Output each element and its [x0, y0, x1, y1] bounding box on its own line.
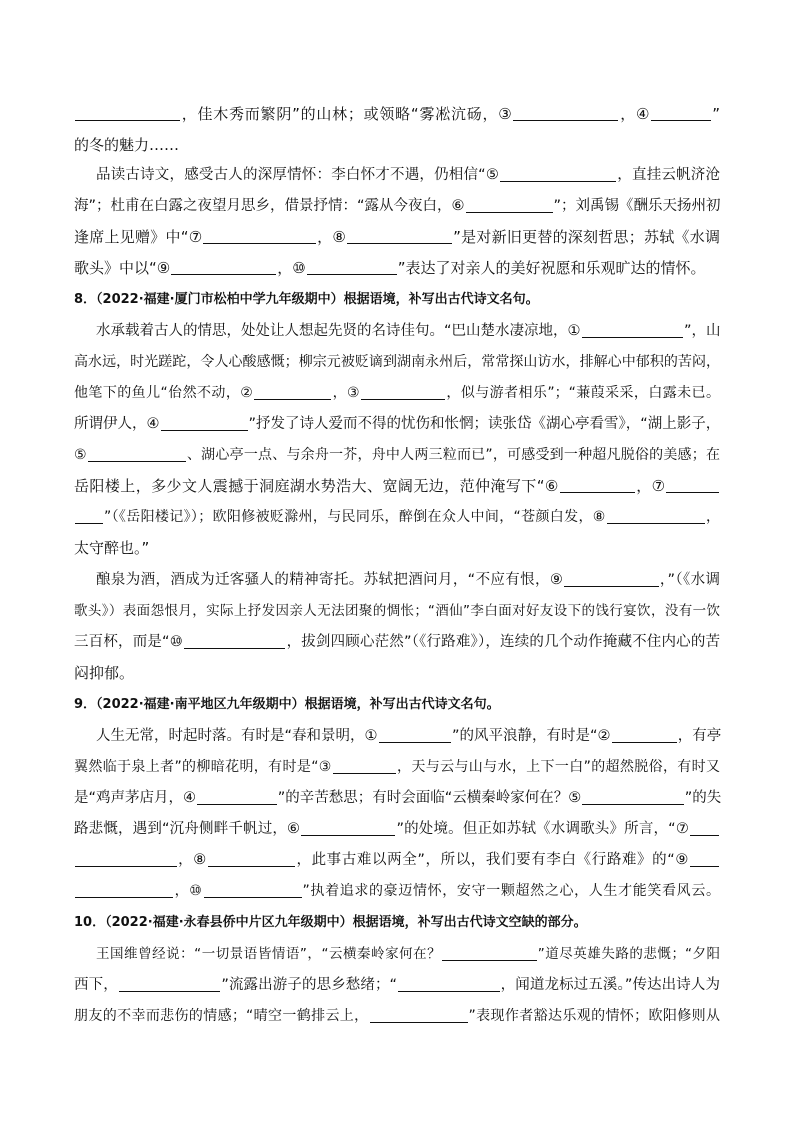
text-line-3 — [96, 164, 720, 186]
line-text: ，⑩ — [174, 883, 203, 899]
line-text: ”，山 — [684, 323, 721, 339]
answer-blank[interactable] — [204, 880, 302, 898]
line-text: ，天与云与山与水，上下一白”的超然脱俗，有时又 — [396, 759, 720, 775]
line-text: ，拔剑四顾心茫然”（《行路难》），连续的几个动作掩藏不住内心的苦 — [286, 634, 720, 650]
question-10-heading — [74, 912, 720, 934]
line-text: 西下， — [74, 977, 118, 993]
line-text: 王国维曾经说：“一切景语皆情语”，“云横秦岭家何在？ — [96, 946, 442, 962]
line-text: ，⑧ — [316, 228, 347, 246]
text-line-25 — [74, 849, 720, 871]
text-line-11 — [74, 413, 720, 435]
line-text: ，佳木秀而繁阴”的山林；或领略“雾凇沆砀，③ — [181, 105, 513, 123]
answer-blank[interactable] — [666, 475, 719, 493]
line-text: 是“鸡声茅店月，④ — [74, 790, 197, 806]
line-text: 的冬的魅力…… — [74, 136, 180, 154]
answer-blank[interactable] — [184, 631, 286, 649]
line-text: 太守醉也。” — [74, 539, 150, 557]
text-line-16 — [96, 569, 720, 591]
line-text: ，闻道龙标过五溪。”传达出诗人为 — [500, 977, 721, 993]
line-text: ，此事古难以两全”，所以，我们要有李白《行路难》的“⑨ — [295, 852, 689, 868]
line-text: ，直挂云帆济沧 — [617, 167, 721, 183]
answer-blank[interactable] — [466, 195, 553, 213]
answer-blank[interactable] — [333, 756, 396, 774]
line-text: ”的辛苦愁思；有时会面临“云横秦岭家何在？⑤ — [277, 790, 582, 806]
line-text: ⑤ — [74, 447, 87, 463]
answer-blank[interactable] — [513, 103, 618, 121]
line-text: 翼然临于泉上者”的柳暗花明，有时是“③ — [74, 759, 332, 775]
text-line-26 — [74, 880, 720, 902]
line-text: ，似与游者相乐”；“蒹葭采采，白露未已。 — [446, 385, 720, 401]
answer-blank[interactable] — [651, 103, 711, 121]
answer-blank[interactable] — [75, 506, 103, 524]
text-line-13 — [74, 475, 720, 497]
line-text: 海”；杜甫在白露之夜望月思乡，借景抒情：“露从今夜白，⑥ — [74, 198, 465, 214]
text-line-30 — [74, 1005, 720, 1027]
answer-blank[interactable] — [88, 444, 186, 462]
line-text: 路悲慨，遇到“沉舟侧畔千帆过，⑥ — [74, 821, 301, 837]
answer-blank[interactable] — [560, 475, 635, 493]
text-line-24 — [74, 818, 720, 840]
text-line-15 — [74, 537, 720, 559]
text-line-4 — [74, 195, 720, 217]
line-text: ，⑧ — [177, 852, 207, 868]
answer-blank[interactable] — [442, 943, 537, 961]
line-text: ”抒发了诗人爱而不得的忧伤和怅惘；读张岱《湖心亭看雪》，“湖上影子， — [248, 416, 721, 432]
line-text: ”的失 — [684, 790, 722, 806]
answer-blank[interactable] — [564, 569, 658, 587]
text-line-29 — [74, 974, 720, 996]
text-line-5 — [74, 226, 720, 248]
line-text: ”（《岳阳楼记》）；欧阳修被贬滁州，与民同乐，醉倒在众人中间，“苍颜白发，⑧ — [104, 509, 606, 525]
answer-blank[interactable] — [582, 320, 684, 338]
line-text: ，③ — [332, 385, 360, 401]
line-text: 所谓伊人，④ — [74, 416, 160, 432]
answer-blank[interactable] — [500, 164, 616, 182]
line-text: ”的风平浪静，有时是“② — [452, 728, 611, 744]
line-text: ，”（《水调 — [659, 572, 720, 588]
line-text: ，⑩ — [277, 259, 306, 277]
answer-blank[interactable] — [307, 257, 397, 275]
text-line-2 — [74, 134, 720, 156]
line-text: 岳阳楼上，多少文人震撼于洞庭湖水势浩大、宽阔无边，范仲淹写下“⑥ — [74, 477, 559, 495]
text-line-8 — [96, 320, 720, 342]
answer-blank[interactable] — [161, 413, 248, 431]
line-text: 水承载着古人的情思，处处让人想起先贤的名诗佳句。“巴山楚水凄凉地，① — [96, 323, 581, 339]
answer-blank[interactable] — [690, 849, 719, 867]
line-text: 酿泉为酒，酒成为迁客骚人的精神寄托。苏轼把酒问月，“不应有恨，⑨ — [96, 572, 564, 588]
line-text: ”是对新旧更替的深刻哲思；苏轼《水调 — [453, 228, 720, 246]
line-text: 品读古诗文，感受古人的深厚情怀：李白怀才不遇，仍相信“⑤ — [96, 167, 500, 183]
answer-blank[interactable] — [75, 880, 173, 898]
answer-blank[interactable] — [203, 226, 316, 244]
text-line-23 — [74, 787, 720, 809]
line-text: 人生无常，时起时落。有时是“春和景明，① — [96, 728, 378, 744]
text-line-19 — [74, 662, 720, 684]
line-text: 逢席上见赠》中“⑦ — [74, 228, 203, 246]
answer-blank[interactable] — [690, 818, 719, 836]
question-8-heading — [74, 289, 720, 311]
line-text: ”道尽英雄失路的悲慨；“夕阳 — [537, 946, 720, 962]
text-line-14 — [74, 506, 720, 528]
answer-blank[interactable] — [398, 974, 500, 992]
text-line-9 — [74, 351, 720, 373]
line-text: 闷抑郁。 — [74, 664, 135, 682]
line-text: ”；刘禹锡《酬乐天扬州初 — [553, 198, 721, 214]
line-text: ，有亭 — [677, 728, 722, 744]
answer-blank[interactable] — [75, 849, 177, 867]
text-line-21 — [96, 725, 720, 747]
answer-blank[interactable] — [607, 506, 705, 524]
line-text: 、湖心亭一点、与余舟一芥，舟中人两三粒而已”，可感受到一种超凡脱俗的美感；在 — [186, 447, 720, 463]
text-line-17 — [74, 600, 720, 622]
answer-blank[interactable] — [197, 787, 277, 805]
line-text: 8．（2022·福建·厦门市松柏中学九年级期中）根据语境，补写出古代诗文名句。 — [74, 292, 539, 307]
text-line-12 — [74, 444, 720, 466]
answer-blank[interactable] — [75, 103, 180, 121]
answer-blank[interactable] — [370, 1005, 468, 1023]
question-9-heading — [74, 694, 720, 716]
line-text: 高水远，时光蹉跎，令人心酸感慨；柳宗元被贬谪到湖南永州后，常常探山访水，排解心中郁积的苦闷， — [74, 354, 720, 370]
line-text: ，⑦ — [635, 477, 666, 495]
text-line-22 — [74, 756, 720, 778]
line-text: ，④ — [619, 105, 651, 123]
line-text: 9．（2022·福建·南平地区九年级期中）根据语境，补写出古代诗文名句。 — [74, 697, 500, 712]
line-text: ”的处境。但正如苏轼《水调歌头》所言，“⑦ — [396, 821, 689, 837]
line-text: 歌头》）表面怨恨月，实际上抒发因亲人无法团聚的惆怅；“酒仙”李白面对好友设下的饯行宴饮，没有一饮 — [74, 603, 720, 619]
line-text: 10．（2022·福建·永春县侨中片区九年级期中）根据语境，补写出古代诗文空缺的部分。 — [74, 915, 587, 930]
line-text: ”表达了对亲人的美好祝愿和乐观旷达的情怀。 — [397, 259, 706, 277]
text-line-10 — [74, 382, 720, 404]
answer-blank[interactable] — [612, 725, 677, 743]
line-text: ”执着追求的豪迈情怀，安守一颗超然之心，人生才能笑看风云。 — [302, 883, 720, 899]
text-line-28 — [96, 943, 720, 965]
line-text: ”流露出游子的思乡愁绪；“ — [221, 977, 398, 993]
text-line-6 — [74, 257, 720, 279]
answer-blank[interactable] — [361, 382, 445, 400]
text-line-1 — [74, 103, 720, 125]
line-text: ”表现作者豁达乐观的情怀；欧阳修则从 — [468, 1008, 720, 1024]
answer-blank[interactable] — [171, 257, 276, 275]
text-line-18 — [74, 631, 720, 653]
answer-blank[interactable] — [119, 974, 221, 992]
answer-blank[interactable] — [208, 849, 295, 867]
line-text: 歌头》中以“⑨ — [74, 259, 171, 277]
line-text: 三百杯，而是“⑩ — [74, 634, 183, 650]
line-text: ， — [705, 509, 721, 525]
answer-blank[interactable] — [347, 226, 452, 244]
answer-blank[interactable] — [301, 818, 395, 836]
line-text: 朋友的不幸而悲伤的情感；“晴空一鹤排云上， — [74, 1008, 369, 1024]
line-text: 他笔下的鱼儿“佁然不动，② — [74, 385, 254, 401]
line-text: ” — [712, 105, 720, 123]
answer-blank[interactable] — [379, 725, 452, 743]
answer-blank[interactable] — [582, 787, 684, 805]
answer-blank[interactable] — [254, 382, 331, 400]
